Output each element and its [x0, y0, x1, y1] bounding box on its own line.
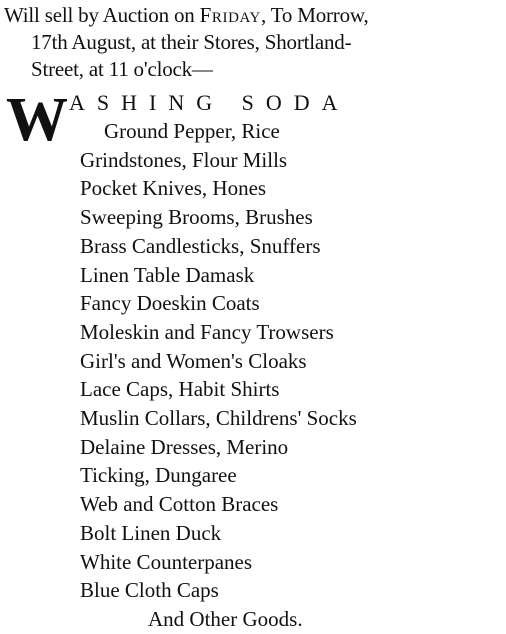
- notice-line-2: 17th August, at their Stores, Shortland-: [31, 30, 352, 54]
- list-item: Girl's and Women's Cloaks: [80, 348, 307, 373]
- list-item: Sweeping Brooms, Brushes: [80, 205, 313, 230]
- list-item: Grindstones, Flour Mills: [80, 147, 288, 172]
- notice-line-3: Street, at 11 o'clock—: [31, 57, 213, 81]
- notice-day: Friday: [199, 3, 261, 27]
- list-item: Lace Caps, Habit Shirts: [80, 377, 280, 402]
- list-item-closing: And Other Goods.: [148, 606, 303, 631]
- list-item: Moleskin and Fancy Trowsers: [80, 319, 334, 344]
- list-item: Ticking, Dungaree: [80, 463, 237, 488]
- list-item: Muslin Collars, Childrens' Socks: [80, 406, 357, 431]
- goods-list: [80, 117, 357, 634]
- notice-text-start: Will sell by Auction on: [4, 3, 200, 27]
- list-item: Fancy Doeskin Coats: [80, 291, 260, 316]
- headline: ASHING SODA: [69, 90, 350, 115]
- list-item: Linen Table Damask: [80, 262, 255, 287]
- notice-line-1: [4, 2, 502, 29]
- drop-cap: W: [6, 86, 68, 154]
- list-item: Brass Candlesticks, Snuffers: [80, 233, 321, 258]
- auction-notice: [4, 2, 502, 83]
- list-item: Ground Pepper, Rice: [104, 119, 280, 143]
- list-item: Web and Cotton Braces: [80, 492, 279, 517]
- list-item: Bolt Linen Duck: [80, 520, 222, 545]
- list-item: Pocket Knives, Hones: [80, 176, 267, 201]
- notice-text-end: , To Morrow,: [261, 3, 369, 27]
- list-item: Blue Cloth Caps: [80, 578, 219, 603]
- list-item: Delaine Dresses, Merino: [80, 434, 289, 459]
- list-item: White Counterpanes: [80, 549, 253, 574]
